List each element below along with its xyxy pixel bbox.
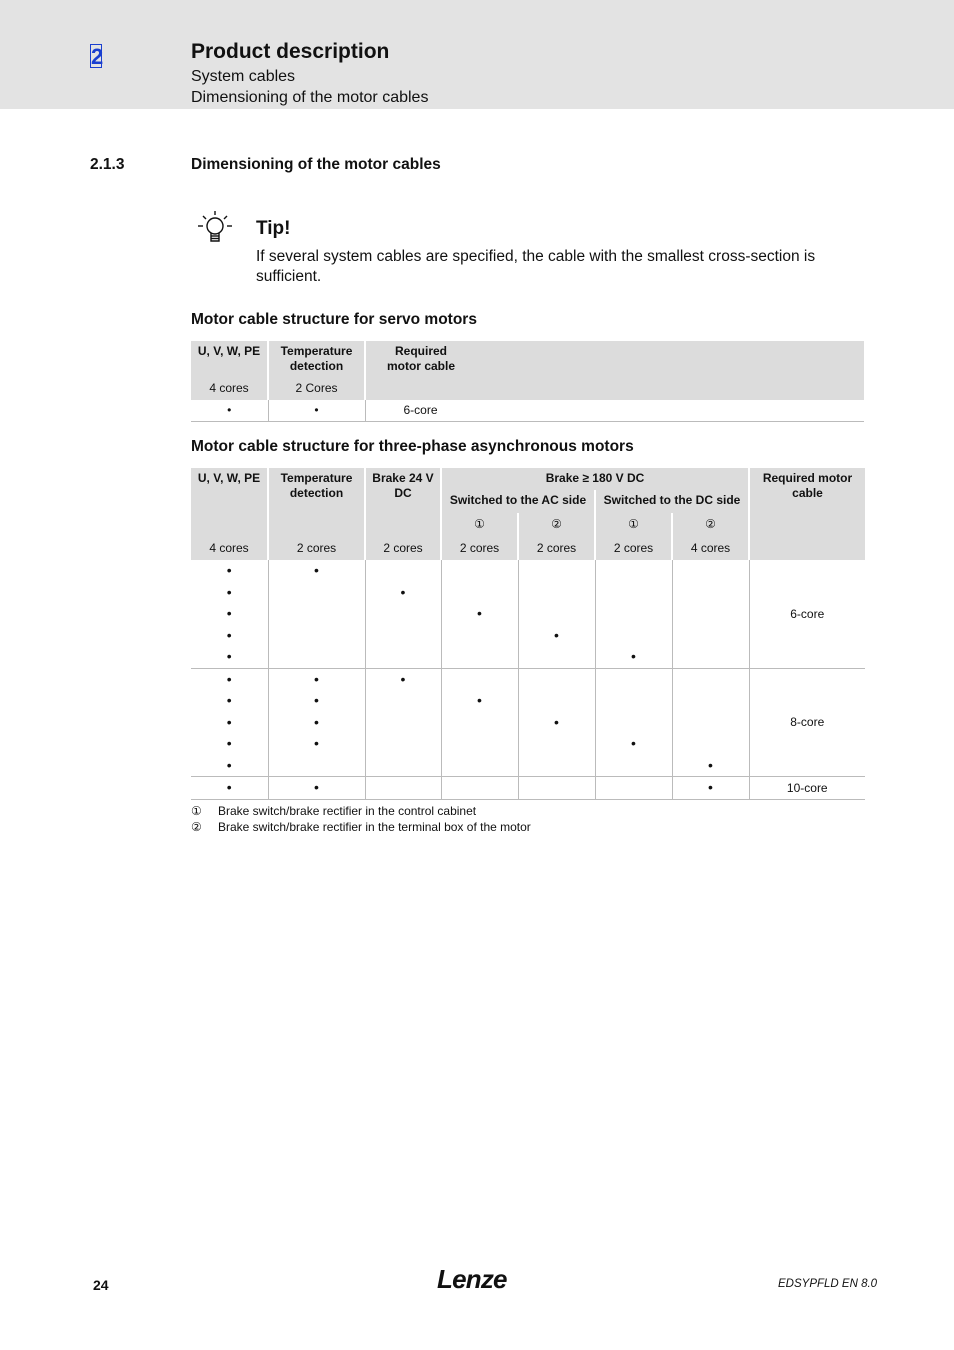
async-dot-slot [442,560,518,582]
section-title: Dimensioning of the motor cables [191,156,441,173]
async-dot-slot [519,755,595,777]
async-dot-slot [366,755,441,777]
async-row-group-2 [191,668,865,777]
async-col-dc-side: Switched to the DC side [595,490,749,513]
servo-cable-table [191,341,864,422]
async-cell [268,560,365,668]
async-dot-slot [442,755,518,777]
async-row-group-1 [191,560,865,668]
async-cell [595,560,672,668]
async-circ-ac-2: ② [518,513,595,536]
servo-cores-uvw: 4 cores [191,379,268,400]
async-dot-slot: • [226,626,232,643]
chapter-number[interactable]: 2 [91,44,104,69]
async-dot-slot [673,560,749,582]
page-title: Product description [191,40,390,63]
async-dot-slot [442,777,518,799]
footnote-1 [191,804,476,818]
async-required-cable: 6-core [749,560,865,668]
async-dot-slot: • [400,670,406,687]
async-required-cable: 10-core [749,777,865,800]
servo-cores-temp: 2 Cores [268,379,365,400]
async-dot-slot [366,603,441,625]
async-cell [365,560,441,668]
async-dot-slot [596,582,672,604]
async-dot-slot [269,582,365,604]
async-dot-slot [596,777,672,799]
servo-col-temp: Temperature detection [268,341,365,379]
footnote-1-text: Brake switch/brake rectifier in the control cabinet [218,804,477,818]
async-dot-slot: • [314,713,319,730]
document-id: EDSYPFLD EN 8.0 [778,1278,878,1290]
lenze-logo: Lenze [437,1264,507,1294]
async-dot-slot [596,690,672,712]
async-cores-uvw: 4 cores [191,536,268,560]
async-dot-slot: • [226,605,232,621]
tip-heading: Tip! [256,218,291,239]
async-required-cable: 8-core [749,668,865,777]
async-dot-slot [673,582,749,604]
header-subtitle-system-cables: System cables [191,68,296,85]
async-circ-dc-1: ① [595,513,672,536]
servo-cell-required: 6-core [365,400,864,421]
async-dot-slot: • [226,779,232,795]
servo-cores-required [365,379,864,400]
async-dot-slot: • [314,692,319,708]
async-dot-slot [596,712,672,734]
async-cores-dc-1: 2 cores [595,536,672,560]
async-dot-slot: • [314,562,319,578]
async-dot-slot: • [708,756,713,773]
async-dot-slot [596,755,672,777]
async-dot-slot [442,646,518,668]
async-dot-slot [519,582,595,604]
async-dot-slot: • [314,670,319,687]
async-dot-slot [442,625,518,647]
async-cell [441,668,518,777]
async-dot-slot [673,733,749,755]
async-dot-slot [673,690,749,712]
async-dot-slot [269,625,365,647]
async-dot-slot: • [631,735,636,751]
async-dot-slot [673,625,749,647]
async-dot-slot: • [631,648,636,664]
header-subtitle-dimensioning: Dimensioning of the motor cables [191,89,429,106]
async-dot-slot [519,690,595,712]
servo-cell-temp: • [268,400,365,421]
async-dot-slot [673,603,749,625]
async-dot-slot [366,712,441,734]
page-number: 24 [93,1277,109,1293]
async-cell [268,777,365,800]
async-cores-brake24: 2 cores [365,536,441,560]
async-dot-slot [596,669,672,691]
async-dot-slot: • [477,605,482,621]
header-band [0,0,954,109]
async-dot-slot: • [314,735,319,751]
async-dot-slot [519,733,595,755]
async-dot-slot [442,733,518,755]
async-cell [191,777,268,800]
async-cell [672,777,749,800]
footnote-2 [191,820,531,834]
async-cell [441,560,518,668]
async-dot-slot: • [226,583,232,600]
async-cell [441,777,518,800]
async-dot-slot: • [314,779,319,795]
async-dot-slot: • [477,692,482,708]
async-col-brake180: Brake ≥ 180 V DC [441,468,749,490]
servo-cell-uvw: • [227,403,232,418]
async-dot-slot [442,712,518,734]
async-dot-slot [519,646,595,668]
servo-col-uvw: U, V, W, PE [191,341,268,379]
footnote-2-text: Brake switch/brake rectifier in the terminal box of the motor [218,820,531,834]
async-dot-slot: • [554,626,559,643]
async-cell [268,668,365,777]
async-dot-slot: • [226,670,232,687]
async-cable-table [191,468,865,800]
async-dot-slot: • [554,713,559,730]
async-cores-ac-2: 2 cores [518,536,595,560]
async-dot-slot [366,690,441,712]
async-cell [365,668,441,777]
async-dot-slot [519,560,595,582]
async-circ-ac-1: ① [441,513,518,536]
async-dot-slot: • [226,713,232,730]
async-cell [518,777,595,800]
async-dot-slot: • [708,779,713,795]
async-dot-slot [442,669,518,691]
async-dot-slot [673,712,749,734]
async-dot-slot [366,777,441,799]
async-dot-slot [519,777,595,799]
async-cell [672,560,749,668]
async-cell [191,560,268,668]
async-col-ac-side: Switched to the AC side [441,490,595,513]
async-cell [518,560,595,668]
async-dot-slot: • [226,562,232,578]
async-dot-slot [269,755,365,777]
async-cell [672,668,749,777]
servo-col-required: Required motor cable [365,341,864,379]
async-dot-slot [673,646,749,668]
async-dot-slot [366,625,441,647]
async-cell [595,777,672,800]
async-dot-slot [596,603,672,625]
tip-text: If several system cables are specified, the cable with the smallest cross-section is sufficient. [256,248,816,285]
section-number: 2.1.3 [90,156,125,173]
async-dot-slot [596,625,672,647]
async-dot-slot: • [400,583,406,600]
async-dot-slot: • [226,648,232,664]
async-col-uvw: U, V, W, PE [191,468,268,536]
async-cell [595,668,672,777]
async-dot-slot [366,733,441,755]
footnote-2-mark: ② [191,820,202,834]
async-cell [365,777,441,800]
footnote-1-mark: ① [191,804,202,818]
async-cores-temp: 2 cores [268,536,365,560]
async-cores-required [749,536,865,560]
async-cell [518,668,595,777]
lightbulb-icon [195,208,235,248]
async-dot-slot [673,669,749,691]
async-cores-ac-1: 2 cores [441,536,518,560]
async-dot-slot [519,603,595,625]
async-dot-slot [366,560,441,582]
async-dot-slot: • [226,756,232,773]
async-dot-slot [269,646,365,668]
async-dot-slot [519,669,595,691]
async-dot-slot: • [226,692,232,708]
async-dot-slot [596,560,672,582]
async-table-heading: Motor cable structure for three-phase asynchronous motors [191,438,634,455]
async-dot-slot [442,582,518,604]
async-col-temp: Temperature detection [268,468,365,536]
async-circ-dc-2: ② [672,513,749,536]
async-dot-slot [366,646,441,668]
async-row-group-3 [191,777,865,800]
async-col-brake24: Brake 24 V DC [365,468,441,536]
async-cell [191,668,268,777]
async-dot-slot: • [226,735,232,751]
async-cores-dc-2: 4 cores [672,536,749,560]
async-col-required: Required motor cable [749,468,865,536]
async-dot-slot [269,603,365,625]
servo-table-heading: Motor cable structure for servo motors [191,311,477,328]
